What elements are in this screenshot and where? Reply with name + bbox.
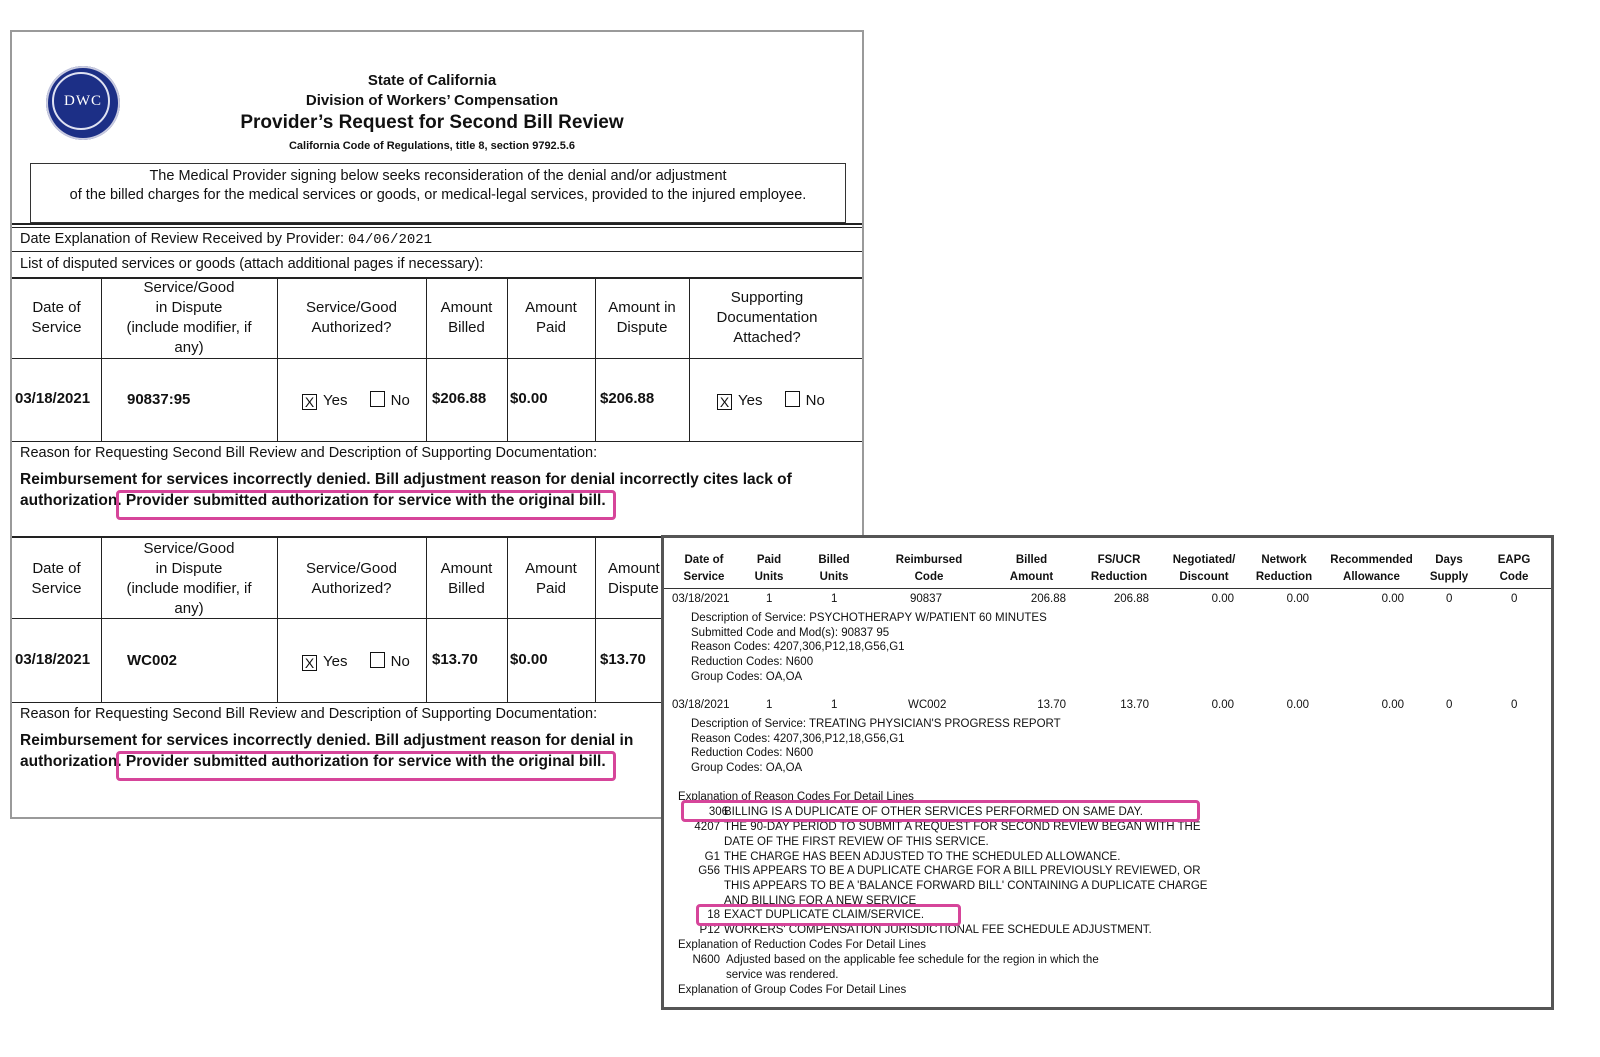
eob-col-reimbursed-code: Reimbursed Code: [895, 554, 963, 583]
header-division: Division of Workers’ Compensation: [305, 92, 559, 109]
explanation-of-review-panel: Date of Service Paid Units Billed Units Reimbursed Code Billed Amount FS/UCR Reduction Negotiated/ Discount Network Reduction Recommended Allowance Days Supply EAPG Code 03/18/2021 1 1 90837 206.88 206.88 0.00 0.00 0.00 0 0 Description of Service: PSYCHOTHERAPY W/PATIENT 60 MINUTES Submitted Code and Mod(s): 90837 95 Reason Codes: 4207,306,P12,18,G56,G1 Reduction Codes: N600 Group Codes: OA,OA 03/18/2021 1 1 WC002 13.70 13.70 0.00 0.00 0.00 0 0 Description of Service: TREATING PHYSICIAN'S PROGRESS REPORT Reason Codes: 4207,306,P12,18,G56,G1 Reduction Codes: N600 Group Codes: OA,OA Explanation of Reason Codes For Detail Lines 306 BILLING IS A DUPLICATE OF OTHER SERVICES PERFORMED ON SAME DAY. 4207 THE 90-DAY PERIOD TO SUBMIT A REQUEST FOR SECOND REVIEW BEGAN WITH THE DATE OF THE FIRST REVIEW OF THIS SERVICE. G1 THE CHARGE HAS BEEN ADJUSTED TO THE SCHEDULED ALLOWANCE. G56 THIS APPEARS TO BE A DUPLICATE CHARGE FOR A BILL PREVIOUSLY REVIEWED, OR THIS APPEARS TO BE A 'BALANCE FORWARD BILL' CONTAINING A DUPLICATE CHARGE AND BILLING FOR A NEW SERVICE 18 EXACT DUPLICATE CLAIM/SERVICE. P12 WORKERS' COMPENSATION JURISDICTIONAL FEE SCHEDULE ADJUSTMENT. Explanation of Reduction Codes For Detail Lines N600 Adjusted based on the applicable fee schedule for the region in which the service was rendered. Explanation of Group Codes For Detail Lines: [661, 535, 1554, 1010]
row1-amount-billed: $206.88: [432, 390, 487, 407]
eob-col-date: Date of Service: [683, 554, 725, 583]
col-service-good: Service/Good in Dispute (include modifier, if any): [126, 279, 252, 356]
header-state: State of California: [367, 72, 497, 89]
eob-col-fs-ucr: FS/UCR Reduction: [1090, 554, 1148, 583]
eob-col-network: Network Reduction: [1255, 554, 1313, 583]
reduction-code-n600: Adjusted based on the applicable fee schedule for the region in which the: [726, 954, 1099, 966]
header-regulation: California Code of Regulations, title 8, section 9792.5.6: [288, 140, 576, 152]
col-amount-in-dispute: Amount in Dispute: [608, 299, 676, 336]
reason-text-2: Reimbursement for services incorrectly denied. Bill adjustment reason for denial in authorization. Provider submitted authorization for service with the original bill.: [20, 732, 634, 770]
eob-col-paid-units: Paid Units: [754, 554, 784, 583]
intro-line-1: The Medical Provider signing below seeks reconsideration of the denial and/or adjustment: [149, 168, 727, 184]
col-amount-paid-2: Amount Paid: [525, 560, 577, 597]
date-received-value: 04/06/2021: [348, 232, 433, 248]
reason-label-2: Reason for Requesting Second Bill Review and Description of Supporting Documentation:: [20, 706, 598, 722]
col-amount-billed: Amount Billed: [440, 299, 493, 336]
reason-label-1: Reason for Requesting Second Bill Review and Description of Supporting Documentation:: [20, 445, 598, 461]
reason-code-4207: THE 90-DAY PERIOD TO SUBMIT A REQUEST FOR SECOND REVIEW BEGAN WITH THE: [724, 821, 1201, 833]
eob-col-days: Days Supply: [1429, 554, 1469, 583]
eob-line-2-details: Description of Service: TREATING PHYSICIAN'S PROGRESS REPORT Reason Codes: 4207,306,P12,18,G56,G1 Reduction Codes: N600 Group Codes: OA,OA: [691, 718, 1061, 775]
eob-col-billed-amount: Billed Amount: [1009, 554, 1054, 583]
col-date-of-service: Date of Service: [31, 299, 82, 336]
eob-col-negotiated: Negotiated/ Discount: [1172, 554, 1236, 583]
reason-highlight-1: Provider submitted authorization for service with the original bill.: [125, 492, 606, 509]
eob-col-eapg: EAPG Code: [1497, 554, 1531, 583]
reason-code-g56: THIS APPEARS TO BE A DUPLICATE CHARGE FOR A BILL PREVIOUSLY REVIEWED, OR: [724, 865, 1201, 877]
col-supporting-docs: Supporting Documentation Attached?: [716, 289, 818, 346]
eob-line-1-details: Description of Service: PSYCHOTHERAPY W/PATIENT 60 MINUTES Submitted Code and Mod(s): 90837 95 Reason Codes: 4207,306,P12,18,G56,G1 Reduction Codes: N600 Group Codes: OA,OA: [691, 612, 1047, 683]
reason-highlight-2: Provider submitted authorization for service with the original bill.: [125, 753, 606, 770]
eob-group-codes-label: Explanation of Group Codes For Detail Lines: [678, 984, 907, 996]
reason-text-1: Reimbursement for services incorrectly denied. Bill adjustment reason for denial incorrectly cites lack of authorization. Provider submitted authorization for service with the original bill.: [20, 471, 792, 509]
row2-date: 03/18/2021: [15, 651, 91, 668]
row2-authorized-checkbox[interactable]: X Yes No: [302, 652, 410, 671]
eob-col-billed-units: Billed Units: [818, 554, 850, 583]
row1-service-code: 90837:95: [127, 391, 191, 408]
date-received-row: [20, 231, 432, 248]
col-amount-dispute-2: Amount Dispute: [608, 560, 660, 597]
row1-amount-dispute: $206.88: [600, 390, 655, 407]
row1-authorized-checkbox[interactable]: X Yes No: [302, 391, 410, 410]
row1-date: 03/18/2021: [15, 390, 91, 407]
highlight-box-306: [681, 800, 1200, 822]
date-received-label: Date Explanation of Review Received by Provider:: [20, 231, 344, 247]
intro-box: [30, 163, 846, 223]
highlight-box-2: [116, 751, 616, 781]
form-title: Provider’s Request for Second Bill Review: [240, 112, 624, 133]
row2-amount-dispute: $13.70: [600, 651, 646, 668]
col-amount-paid: Amount Paid: [525, 299, 577, 336]
highlight-box-18: [696, 904, 961, 926]
reason-code-g1: THE CHARGE HAS BEEN ADJUSTED TO THE SCHEDULED ALLOWANCE.: [724, 851, 1121, 863]
row2-amount-billed: $13.70: [432, 651, 478, 668]
col-service-good-2: Service/Good in Dispute (include modifier, if any): [126, 540, 252, 617]
eob-col-recommended: Recommended Allowance: [1330, 554, 1413, 583]
eob-reason-codes-label: Explanation of Reason Codes For Detail Lines: [678, 791, 914, 803]
col-date-of-service-2: Date of Service: [31, 560, 82, 597]
row1-supporting-checkbox[interactable]: X Yes No: [717, 391, 825, 410]
col-authorized-2: Service/Good Authorized?: [306, 560, 397, 597]
row2-amount-paid: $0.00: [510, 651, 548, 668]
reason-code-18: EXACT DUPLICATE CLAIM/SERVICE.: [724, 909, 925, 921]
col-authorized: Service/Good Authorized?: [306, 299, 397, 336]
row2-service-code: WC002: [127, 652, 178, 669]
intro-line-2: of the billed charges for the medical services or goods, or medical-legal services, provided to the injured employee.: [69, 187, 807, 203]
highlight-box-1: [116, 490, 616, 520]
disputed-list-label: List of disputed services or goods (attach additional pages if necessary):: [20, 256, 484, 272]
row1-amount-paid: $0.00: [510, 390, 548, 407]
dwc-seal-logo: DWC: [46, 66, 120, 140]
reason-code-306: BILLING IS A DUPLICATE OF OTHER SERVICES PERFORMED ON SAME DAY.: [724, 806, 1143, 818]
reason-code-p12: WORKERS' COMPENSATION JURISDICTIONAL FEE SCHEDULE ADJUSTMENT.: [724, 924, 1152, 936]
eob-reduction-codes-label: Explanation of Reduction Codes For Detail Lines: [678, 939, 927, 951]
col-amount-billed-2: Amount Billed: [440, 560, 493, 597]
